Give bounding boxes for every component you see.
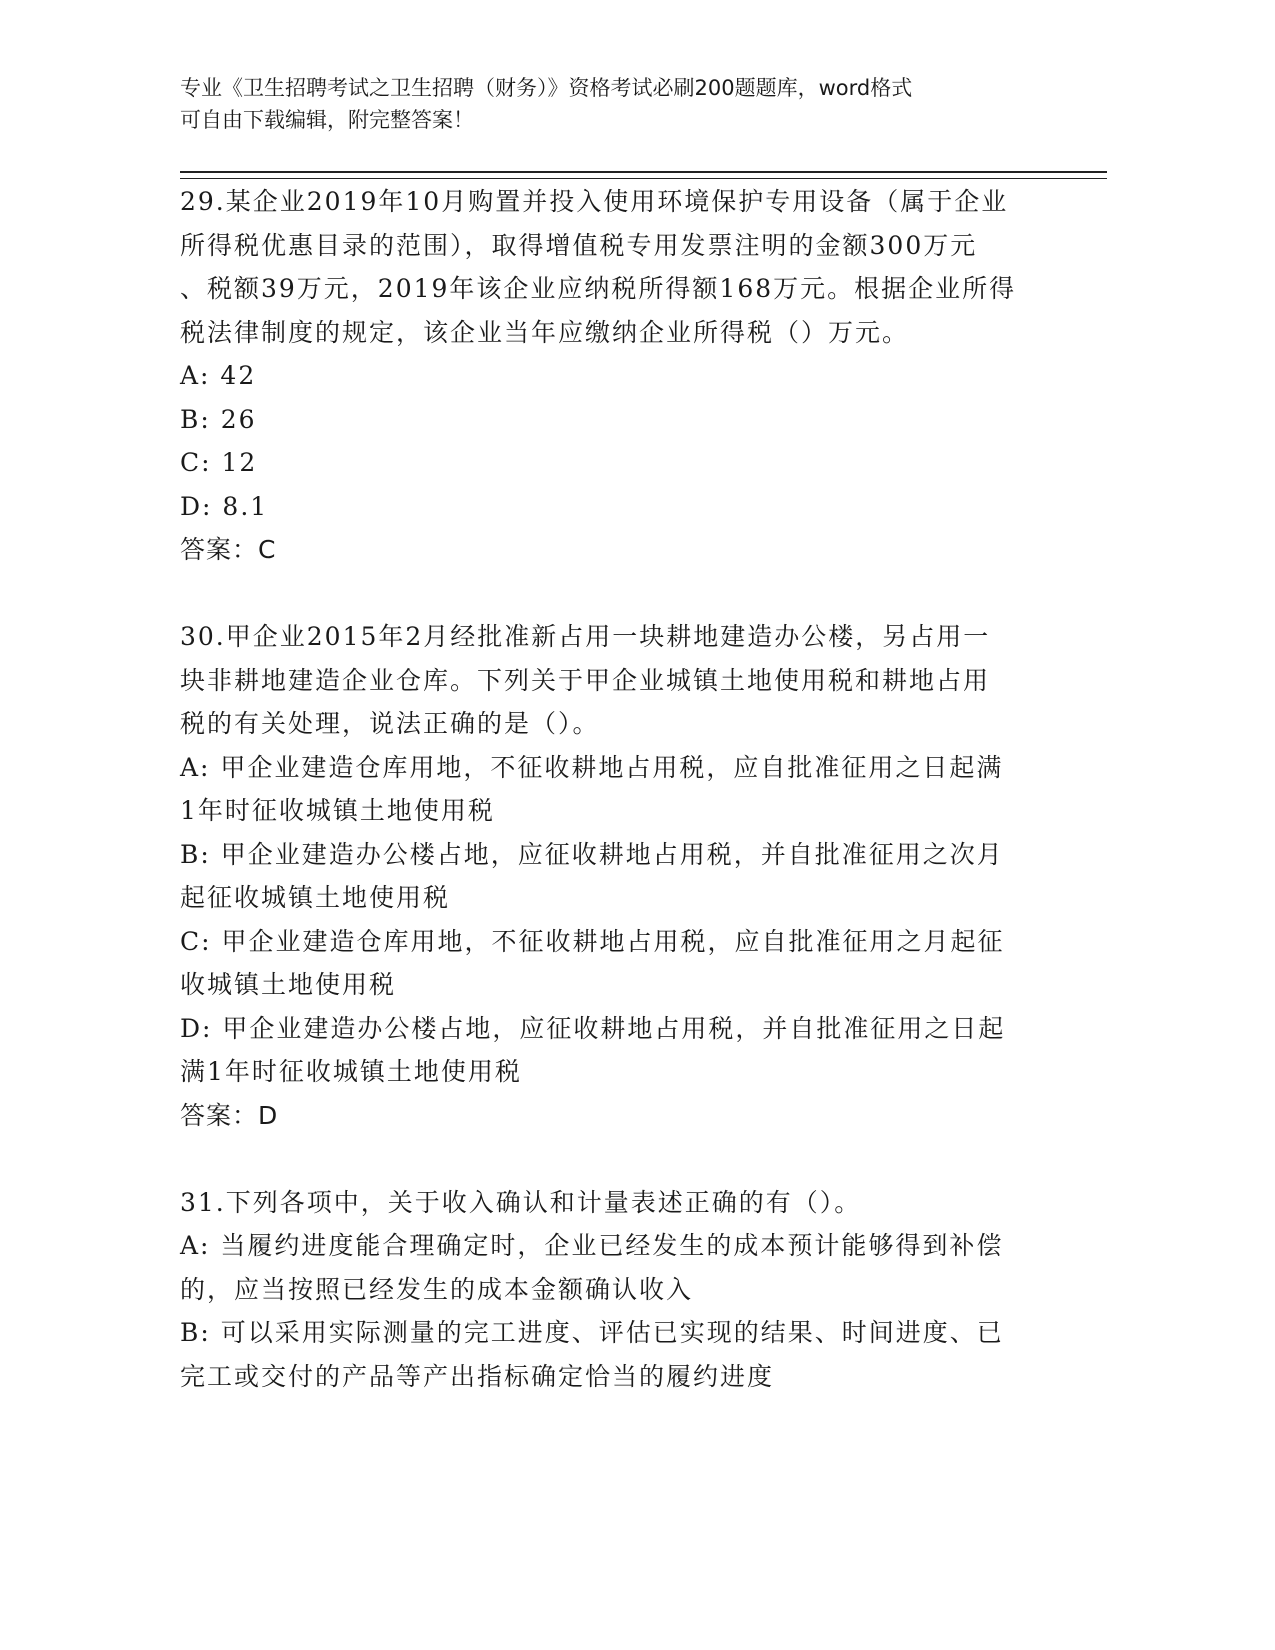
question-spacer	[180, 1137, 1040, 1181]
option-line: 1年时征收城镇土地使用税	[180, 796, 495, 825]
question-text-line: 、税额39万元，2019年该企业应纳税所得额168万元。根据企业所得	[180, 274, 1017, 303]
question-block	[180, 615, 1040, 1137]
option-line: A: 甲企业建造仓库用地，不征收耕地占用税，应自批准征用之日起满	[180, 752, 1004, 782]
question-block	[180, 1181, 1040, 1399]
option-line: 起征收城镇土地使用税	[180, 883, 451, 912]
header-divider-thick	[180, 171, 1107, 173]
header-line-1: 专业《卫生招聘考试之卫生招聘（财务）》资格考试必刷200题题库，word格式	[180, 76, 913, 100]
option-line: 的，应当按照已经发生的成本金额确认收入	[180, 1274, 694, 1304]
question-text-line: 税法律制度的规定，该企业当年应缴纳企业所得税（）万元。	[180, 317, 910, 347]
option-line: B: 甲企业建造办公楼占地，应征收耕地占用税，并自批准征用之次月	[180, 839, 1004, 869]
question-text-line: 块非耕地建造企业仓库。下列关于甲企业城镇土地使用税和耕地占用	[180, 665, 991, 695]
answer-line: 答案：C	[180, 535, 277, 564]
header-line-2: 可自由下载编辑，附完整答案！	[180, 108, 474, 132]
option-line: A: 42	[180, 361, 257, 390]
document-header	[180, 72, 1080, 136]
option-line: C: 甲企业建造仓库用地，不征收耕地占用税，应自批准征用之月起征	[180, 926, 1005, 956]
option-line: 满1年时征收城镇土地使用税	[180, 1057, 522, 1086]
option-line: A: 当履约进度能合理确定时，企业已经发生的成本预计能够得到补偿	[180, 1231, 1004, 1260]
question-text-line: 29.某企业2019年10月购置并投入使用环境保护专用设备（属于企业	[180, 187, 1009, 216]
question-spacer	[180, 572, 1040, 616]
question-list	[180, 180, 1040, 1398]
question-block	[180, 180, 1040, 572]
question-text-line: 30.甲企业2015年2月经批准新占用一块耕地建造办公楼，另占用一	[180, 622, 991, 651]
answer-line: 答案：D	[180, 1100, 279, 1130]
question-text-line: 31.下列各项中，关于收入确认和计量表述正确的有（）。	[180, 1187, 862, 1217]
option-line: 完工或交付的产品等产出指标确定恰当的履约进度	[180, 1361, 775, 1391]
option-line: B: 26	[180, 404, 257, 434]
option-line: D: 8.1	[180, 491, 269, 521]
option-line: C: 12	[180, 448, 258, 477]
option-line: D: 甲企业建造办公楼占地，应征收耕地占用税，并自批准征用之日起	[180, 1013, 1006, 1043]
question-text-line: 税的有关处理，说法正确的是（）。	[180, 709, 600, 738]
option-line: 收城镇土地使用税	[180, 970, 397, 999]
option-line: B: 可以采用实际测量的完工进度、评估已实现的结果、时间进度、已	[180, 1318, 1004, 1347]
question-text-line: 所得税优惠目录的范围），取得增值税专用发票注明的金额300万元	[180, 230, 978, 260]
header-divider-thin	[180, 178, 1107, 179]
